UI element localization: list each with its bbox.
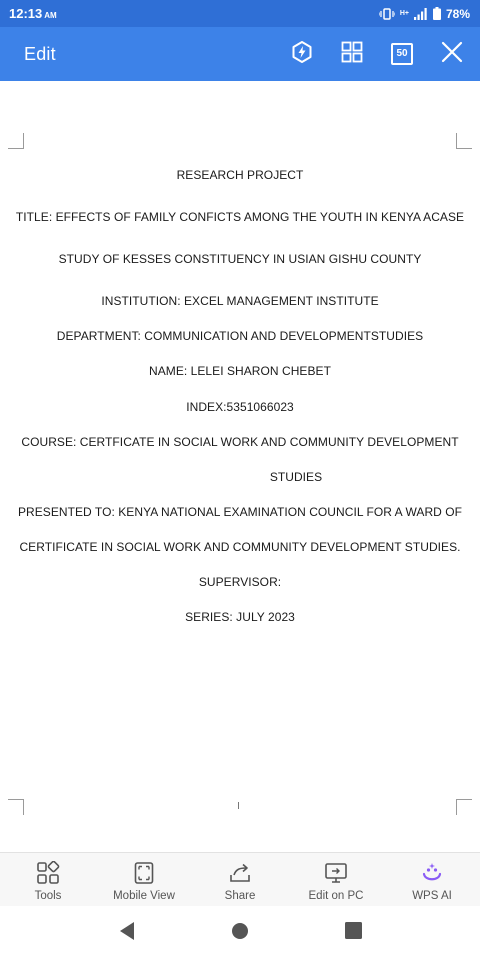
page-count-icon: 50 xyxy=(391,43,413,65)
battery-percent: 78% xyxy=(445,6,470,21)
doc-line-presented: PRESENTED TO: KENYA NATIONAL EXAMINATION COUNCIL FOR A WARD OF xyxy=(17,505,463,519)
edit-on-pc-label: Edit on PC xyxy=(308,890,364,902)
doc-line-presented-cont: CERTIFICATE IN SOCIAL WORK AND COMMUNITY DEVELOPMENT STUDIES. xyxy=(19,540,461,554)
status-ampm: AM xyxy=(44,11,57,20)
share-button[interactable] xyxy=(192,853,288,906)
quick-action-button[interactable] xyxy=(288,40,316,68)
grid-view-button[interactable] xyxy=(338,40,366,68)
doc-line-heading: RESEARCH PROJECT xyxy=(176,168,304,182)
doc-line-title: TITLE: EFFECTS OF FAMILY CONFICTS AMONG THE YOUTH IN KENYA ACASE xyxy=(15,210,465,224)
home-button[interactable] xyxy=(220,913,260,953)
page-margin-corner xyxy=(456,133,472,149)
tools-icon xyxy=(36,861,60,885)
wps-ai-button[interactable] xyxy=(384,853,480,906)
edit-button[interactable]: Edit xyxy=(24,43,56,64)
share-icon xyxy=(228,861,252,885)
doc-line-series: SERIES: JULY 2023 xyxy=(185,610,295,624)
edit-on-pc-button[interactable] xyxy=(288,853,384,906)
page-margin-corner xyxy=(8,133,24,149)
home-icon xyxy=(231,922,249,945)
document-page[interactable] xyxy=(0,81,480,852)
tools-button[interactable] xyxy=(0,853,96,906)
recents-button[interactable] xyxy=(333,913,373,953)
status-bar xyxy=(0,0,480,27)
doc-line-title-cont: STUDY OF KESSES CONSTITUENCY IN USIAN GISHU COUNTY xyxy=(58,252,422,266)
app-bar-actions xyxy=(288,40,466,68)
bottom-toolbar xyxy=(0,852,480,906)
status-time-value: 12:13 xyxy=(9,6,43,21)
back-button[interactable] xyxy=(107,913,147,953)
page-count-button[interactable] xyxy=(388,40,416,68)
recents-icon xyxy=(345,922,362,944)
page-margin-corner xyxy=(456,799,472,815)
wps-ai-icon xyxy=(420,861,444,885)
doc-line-institution: INSTITUTION: EXCEL MANAGEMENT INSTITUTE xyxy=(101,294,379,308)
doc-line-course-cont: STUDIES xyxy=(269,470,323,484)
tools-label: Tools xyxy=(34,890,62,902)
status-icons xyxy=(379,7,470,21)
vibrate-icon xyxy=(379,8,395,20)
wps-ai-label: WPS AI xyxy=(412,890,452,902)
edit-on-pc-icon xyxy=(324,861,348,885)
doc-line-index: INDEX:5351066023 xyxy=(186,400,294,414)
close-icon xyxy=(441,41,463,68)
share-label: Share xyxy=(224,890,256,902)
system-nav-bar xyxy=(0,906,480,960)
battery-icon xyxy=(433,7,441,20)
back-icon xyxy=(118,921,136,946)
network-type: H+ xyxy=(399,10,409,17)
doc-line-course: COURSE: CERTFICATE IN SOCIAL WORK AND COMMUNITY DEVELOPMENT xyxy=(21,435,459,449)
grid-icon xyxy=(340,40,364,69)
doc-line-supervisor: SUPERVISOR: xyxy=(198,575,282,589)
mobile-view-button[interactable] xyxy=(96,853,192,906)
app-bar xyxy=(0,27,480,81)
mobile-view-label: Mobile View xyxy=(113,890,175,902)
mobile-view-icon xyxy=(132,861,156,885)
status-time xyxy=(9,6,57,21)
lightning-icon xyxy=(290,40,314,69)
doc-line-department: DEPARTMENT: COMMUNICATION AND DEVELOPMENTSTUDIES xyxy=(56,329,424,343)
text-cursor xyxy=(238,802,239,809)
signal-icon xyxy=(414,8,428,20)
page-margin-corner xyxy=(8,799,24,815)
doc-line-name: NAME: LELEI SHARON CHEBET xyxy=(149,364,331,378)
close-button[interactable] xyxy=(438,40,466,68)
